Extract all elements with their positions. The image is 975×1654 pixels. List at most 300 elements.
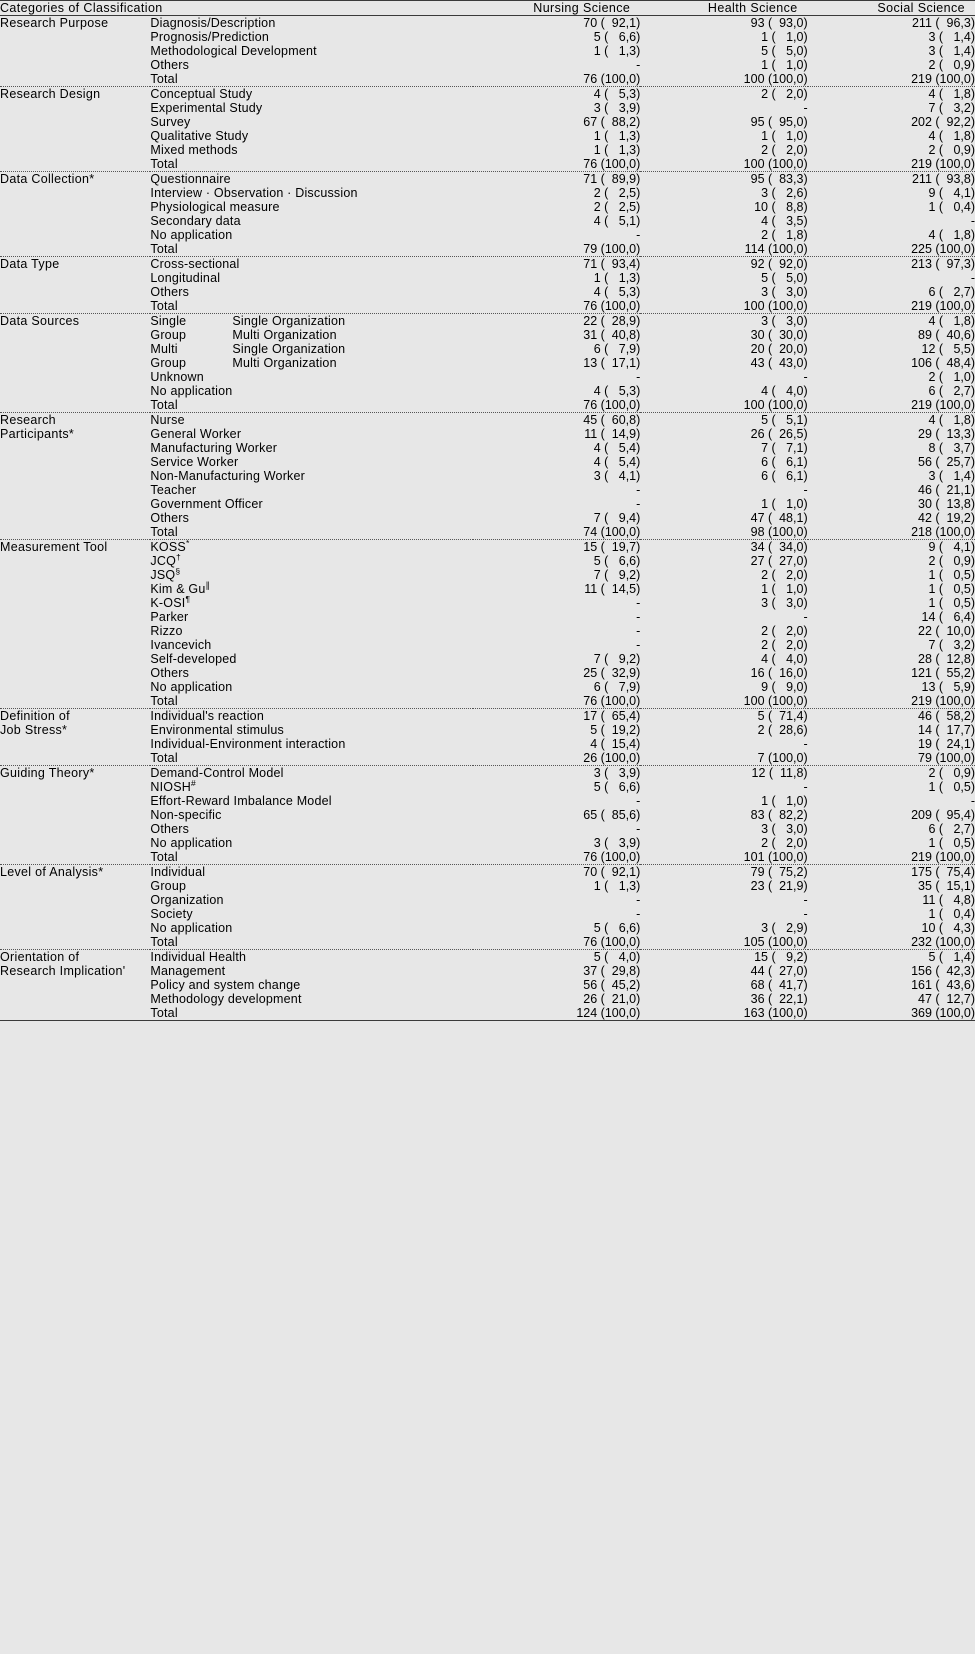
row-value-health: 47 ( 48,1) — [750, 511, 808, 525]
row-label: Total — [150, 72, 178, 86]
row-value-nursing: 3 ( 3,9) — [593, 836, 641, 850]
row-label: Ivancevich — [150, 638, 212, 652]
table-row — [0, 328, 975, 342]
table-row — [0, 87, 975, 102]
row-value-social: 211 ( 93,8) — [808, 172, 975, 187]
row-label: Others — [150, 58, 190, 72]
row-value-nursing: 1 ( 1,3) — [593, 143, 641, 157]
row-category: Participants* — [0, 427, 75, 441]
row-value-health: 2 ( 2,0) — [640, 87, 807, 102]
row-label: No application — [150, 836, 233, 850]
row-value-health: 3 ( 3,0) — [761, 596, 808, 610]
row-value-nursing: 7 ( 9,2) — [593, 652, 641, 666]
row-value-social: 156 ( 42,3) — [911, 964, 975, 978]
row-value-nursing: - — [636, 228, 641, 242]
row-value-health: 79 ( 75,2) — [640, 865, 807, 880]
row-value-social: 9 ( 4,1) — [808, 540, 975, 555]
row-value-health: 2 ( 2,0) — [761, 638, 808, 652]
row-label: Experimental Study — [150, 101, 263, 115]
row-value-nursing: 5 ( 6,6) — [593, 554, 641, 568]
row-label: JCQ† — [150, 551, 181, 568]
table-row — [0, 299, 975, 314]
row-value-social: 14 ( 17,7) — [918, 723, 975, 737]
row-category — [0, 44, 150, 58]
row-value-health: 2 ( 1,8) — [761, 228, 808, 242]
row-value-health: 16 ( 16,0) — [750, 666, 808, 680]
table-row — [0, 228, 975, 242]
row-label: Diagnosis/Description — [150, 16, 473, 31]
row-category — [0, 58, 150, 72]
row-value-nursing: 5 ( 6,6) — [593, 921, 641, 935]
row-value-health: 2 ( 2,0) — [761, 836, 808, 850]
footnote-marker: ¶ — [185, 593, 191, 604]
row-value-social: 225 (100,0) — [911, 242, 975, 256]
row-value-health: 68 ( 41,7) — [750, 978, 808, 992]
row-value-nursing: 15 ( 19,7) — [473, 540, 640, 555]
row-value-nursing: - — [636, 822, 641, 836]
table-row — [0, 285, 975, 299]
row-category: Data Collection* — [0, 172, 150, 187]
row-value-social: 42 ( 19,2) — [918, 511, 975, 525]
table-row — [0, 751, 975, 766]
row-category — [0, 469, 150, 483]
row-value-health: - — [803, 737, 808, 751]
table-row — [0, 865, 975, 880]
table-row — [0, 907, 975, 921]
row-label: Interview · Observation · Discussion — [150, 186, 358, 200]
row-category: Orientation of — [0, 950, 150, 965]
table-body — [0, 16, 975, 1021]
row-label: Rizzo — [150, 624, 183, 638]
row-category — [0, 200, 150, 214]
table-row — [0, 186, 975, 200]
row-label: Total — [150, 1006, 473, 1021]
row-value-nursing: 4 ( 15,4) — [590, 737, 641, 751]
table-row — [0, 200, 975, 214]
row-category — [0, 582, 150, 596]
row-value-health: 9 ( 9,0) — [761, 680, 808, 694]
row-value-social: 35 ( 15,1) — [918, 879, 975, 893]
row-value-social: 232 (100,0) — [911, 935, 975, 949]
row-value-health: 15 ( 9,2) — [640, 950, 807, 965]
row-value-nursing: 1 ( 1,3) — [593, 129, 641, 143]
row-value-health: - — [803, 610, 808, 624]
row-value-nursing: - — [636, 497, 641, 511]
row-category: Definition of — [0, 709, 150, 724]
row-value-health: - — [803, 893, 808, 907]
row-category — [0, 511, 150, 525]
row-value-social: 211 ( 96,3) — [808, 16, 975, 31]
row-value-social: 1 ( 0,5) — [928, 780, 975, 794]
row-value-nursing: - — [636, 370, 641, 384]
row-value-health: 43 ( 43,0) — [750, 356, 808, 370]
row-value-social: 9 ( 4,1) — [928, 186, 975, 200]
row-value-nursing: 11 ( 14,5) — [584, 582, 641, 596]
row-value-social: 10 ( 4,3) — [921, 921, 975, 935]
row-value-nursing: 11 ( 14,9) — [584, 427, 641, 441]
table-row — [0, 370, 975, 384]
table-row — [0, 540, 975, 555]
row-label: Teacher — [150, 483, 197, 497]
row-value-health: 2 ( 2,0) — [761, 624, 808, 638]
footnote-marker: ∥ — [205, 579, 210, 590]
row-category — [0, 101, 150, 115]
row-label: Mixed methods — [150, 143, 238, 157]
table-row — [0, 214, 975, 228]
row-category — [0, 398, 150, 413]
row-value-health: 100 (100,0) — [743, 157, 808, 171]
table-row — [0, 638, 975, 652]
row-category — [0, 907, 150, 921]
row-value-social: 2 ( 1,0) — [928, 370, 975, 384]
row-value-health: 3 ( 3,0) — [640, 314, 807, 329]
row-value-nursing: 3 ( 3,9) — [473, 766, 640, 781]
row-value-nursing: 76 (100,0) — [583, 850, 641, 864]
row-label: Total — [150, 525, 178, 539]
row-value-health: 34 ( 34,0) — [640, 540, 807, 555]
row-label: Demand-Control Model — [150, 766, 473, 781]
row-value-health: 100 (100,0) — [743, 299, 808, 313]
table-row — [0, 525, 975, 540]
row-value-nursing: 17 ( 65,4) — [473, 709, 640, 724]
header-category: Categories of Classification — [0, 1, 473, 16]
row-value-social: 14 ( 6,4) — [921, 610, 975, 624]
header-col-nursing: Nursing Science — [473, 1, 640, 16]
row-label: K-OSI¶ — [150, 593, 191, 610]
row-value-health: 36 ( 22,1) — [750, 992, 808, 1006]
row-value-nursing: - — [636, 907, 641, 921]
row-category — [0, 596, 150, 610]
row-label: Kim & Gu∥ — [150, 579, 210, 596]
row-value-social: 3 ( 1,4) — [928, 44, 975, 58]
row-value-nursing: 26 ( 21,0) — [583, 992, 641, 1006]
row-label: Total — [150, 850, 178, 864]
table-row — [0, 257, 975, 272]
table-row — [0, 58, 975, 72]
row-value-social: 79 (100,0) — [918, 751, 975, 765]
row-value-social: 12 ( 5,5) — [921, 342, 975, 356]
row-category: Data Type — [0, 257, 150, 272]
row-label: No application — [150, 384, 233, 398]
row-label: Organization — [150, 893, 224, 907]
row-value-social: 1 ( 0,5) — [928, 568, 975, 582]
row-value-social: 219 (100,0) — [911, 398, 975, 412]
row-value-social: 46 ( 21,1) — [918, 483, 975, 497]
table-row — [0, 596, 975, 610]
row-value-social: 5 ( 1,4) — [808, 950, 975, 965]
row-value-nursing: 5 ( 4,0) — [473, 950, 640, 965]
row-value-health: 27 ( 27,0) — [750, 554, 808, 568]
row-label: Group Multi Organization — [150, 356, 337, 370]
row-value-health: 12 ( 11,8) — [640, 766, 807, 781]
row-label: Environmental stimulus — [150, 723, 285, 737]
row-label: Unknown — [150, 370, 204, 384]
row-category — [0, 822, 150, 836]
row-value-health: 30 ( 30,0) — [750, 328, 808, 342]
row-value-social: 3 ( 1,4) — [928, 469, 975, 483]
row-category: Data Sources — [0, 314, 150, 329]
row-label: Individual Health — [150, 950, 473, 965]
row-label: Others — [150, 666, 190, 680]
row-value-nursing: 22 ( 28,9) — [473, 314, 640, 329]
row-category — [0, 129, 150, 143]
row-label: Individual-Environment interaction — [150, 737, 346, 751]
table-row — [0, 30, 975, 44]
table-row — [0, 455, 975, 469]
table-row — [0, 582, 975, 596]
row-value-health: 114 (100,0) — [744, 242, 808, 256]
row-value-health: - — [803, 780, 808, 794]
footnote-marker: * — [185, 537, 190, 548]
row-value-social: 219 (100,0) — [911, 157, 975, 171]
row-value-nursing: - — [636, 483, 641, 497]
row-label: Conceptual Study — [150, 87, 473, 102]
row-value-health: 1 ( 1,0) — [761, 794, 808, 808]
table-row — [0, 794, 975, 808]
row-category — [0, 638, 150, 652]
row-value-health: 4 ( 3,5) — [761, 214, 808, 228]
table-row — [0, 624, 975, 638]
table-row — [0, 808, 975, 822]
table-row — [0, 398, 975, 413]
row-value-health: 26 ( 26,5) — [750, 427, 808, 441]
row-value-social: 6 ( 2,7) — [928, 384, 975, 398]
row-value-health: 6 ( 6,1) — [761, 469, 808, 483]
row-category — [0, 737, 150, 751]
row-value-social: 219 (100,0) — [911, 850, 975, 864]
row-value-social: 219 (100,0) — [911, 72, 975, 86]
row-category — [0, 370, 150, 384]
row-value-social: 2 ( 0,9) — [928, 58, 975, 72]
row-category — [0, 299, 150, 314]
table-row — [0, 737, 975, 751]
row-category — [0, 780, 150, 794]
row-category — [0, 568, 150, 582]
table-row — [0, 342, 975, 356]
row-value-health: 4 ( 4,0) — [761, 652, 808, 666]
row-category — [0, 921, 150, 935]
row-category — [0, 850, 150, 865]
row-value-health: 98 (100,0) — [750, 525, 808, 539]
row-value-social: 47 ( 12,7) — [918, 992, 975, 1006]
row-label: JSQ§ — [150, 565, 181, 582]
row-value-social: 218 (100,0) — [911, 525, 975, 539]
table-row — [0, 610, 975, 624]
row-value-nursing: 5 ( 6,6) — [593, 30, 641, 44]
row-value-health: 10 ( 8,8) — [754, 200, 808, 214]
row-value-health: - — [803, 370, 808, 384]
row-category — [0, 441, 150, 455]
row-value-social: 4 ( 1,8) — [808, 413, 975, 428]
table-row — [0, 143, 975, 157]
row-value-social: 3 ( 1,4) — [928, 30, 975, 44]
row-value-nursing: 4 ( 5,4) — [593, 455, 641, 469]
row-value-nursing: 45 ( 60,8) — [473, 413, 640, 428]
row-label: Service Worker — [150, 455, 239, 469]
row-label: Government Officer — [150, 497, 263, 511]
row-label: Total — [150, 751, 178, 765]
row-label: Others — [150, 285, 190, 299]
row-category — [0, 554, 150, 568]
row-value-health: 163 (100,0) — [640, 1006, 807, 1021]
row-value-nursing: 6 ( 7,9) — [593, 680, 641, 694]
row-value-nursing: 76 (100,0) — [583, 694, 641, 708]
table-row — [0, 666, 975, 680]
row-value-nursing: - — [636, 893, 641, 907]
row-value-health: 100 (100,0) — [743, 72, 808, 86]
row-value-health: 95 ( 83,3) — [640, 172, 807, 187]
row-value-social: 7 ( 3,2) — [928, 101, 975, 115]
row-category: Research — [0, 413, 150, 428]
row-value-nursing: - — [636, 58, 641, 72]
row-category — [0, 497, 150, 511]
row-label: Individual's reaction — [150, 709, 473, 724]
row-value-nursing: 76 (100,0) — [583, 935, 641, 949]
row-value-health: - — [803, 907, 808, 921]
footnote-marker: # — [190, 777, 196, 788]
row-category: Research Implication' — [0, 964, 126, 978]
row-value-health: 2 ( 2,0) — [761, 568, 808, 582]
row-label: Physiological measure — [150, 200, 280, 214]
row-value-nursing: 1 ( 1,3) — [593, 271, 641, 285]
row-label: Total — [150, 299, 178, 313]
row-value-nursing: - — [636, 794, 641, 808]
row-category — [0, 992, 150, 1006]
row-value-health: 20 ( 20,0) — [750, 342, 808, 356]
header-col-social: Social Science — [808, 1, 975, 16]
row-value-health: - — [803, 101, 808, 115]
row-label: Self-developed — [150, 652, 237, 666]
row-category — [0, 228, 150, 242]
row-value-social: 209 ( 95,4) — [911, 808, 975, 822]
row-value-nursing: - — [636, 638, 641, 652]
row-label: Manufacturing Worker — [150, 441, 278, 455]
row-value-social: 161 ( 43,6) — [911, 978, 975, 992]
row-label: Individual — [150, 865, 473, 880]
row-value-nursing: 3 ( 3,9) — [593, 101, 641, 115]
row-category — [0, 271, 150, 285]
table-row — [0, 935, 975, 950]
row-category — [0, 72, 150, 87]
row-value-social: 4 ( 1,8) — [808, 87, 975, 102]
row-value-nursing: 1 ( 1,3) — [593, 44, 641, 58]
table-row — [0, 893, 975, 907]
row-value-nursing: 124 (100,0) — [473, 1006, 640, 1021]
row-value-nursing: 56 ( 45,2) — [583, 978, 641, 992]
row-value-social: - — [970, 271, 975, 285]
row-value-social: 2 ( 0,9) — [928, 143, 975, 157]
row-category — [0, 751, 150, 766]
row-value-health: 100 (100,0) — [743, 398, 808, 412]
row-label: Society — [150, 907, 193, 921]
row-value-social: 2 ( 0,9) — [808, 766, 975, 781]
row-category — [0, 836, 150, 850]
footnote-marker: § — [175, 565, 181, 576]
row-value-nursing: 1 ( 1,3) — [593, 879, 641, 893]
row-value-nursing: 5 ( 19,2) — [590, 723, 641, 737]
row-value-health: 1 ( 1,0) — [761, 30, 808, 44]
row-label: Management — [150, 964, 226, 978]
row-category: Measurement Tool — [0, 540, 150, 555]
row-value-health: 4 ( 4,0) — [761, 384, 808, 398]
row-value-health: 95 ( 95,0) — [750, 115, 808, 129]
table-row — [0, 72, 975, 87]
row-category — [0, 935, 150, 950]
row-value-health: 1 ( 1,0) — [761, 129, 808, 143]
table-row — [0, 652, 975, 666]
table-row — [0, 271, 975, 285]
row-value-nursing: - — [636, 624, 641, 638]
row-category — [0, 384, 150, 398]
row-value-social: 30 ( 13,8) — [918, 497, 975, 511]
table-row — [0, 44, 975, 58]
row-value-health: 105 (100,0) — [743, 935, 808, 949]
table-row — [0, 483, 975, 497]
table-row — [0, 242, 975, 257]
row-value-health: 2 ( 28,6) — [757, 723, 808, 737]
row-value-nursing: 65 ( 85,6) — [583, 808, 641, 822]
row-label: Questionnaire — [150, 172, 473, 187]
row-label: Nurse — [150, 413, 473, 428]
row-value-nursing: 26 (100,0) — [583, 751, 641, 765]
row-value-health: 5 ( 5,0) — [761, 44, 808, 58]
row-value-nursing: 71 ( 93,4) — [473, 257, 640, 272]
row-category — [0, 356, 150, 370]
table-row — [0, 384, 975, 398]
row-value-health: 7 ( 7,1) — [761, 441, 808, 455]
row-value-social: 175 ( 75,4) — [808, 865, 975, 880]
row-category: Level of Analysis* — [0, 865, 150, 880]
row-label: Policy and system change — [150, 978, 301, 992]
row-label: No application — [150, 228, 233, 242]
row-value-health: 1 ( 1,0) — [761, 497, 808, 511]
row-value-health: 92 ( 92,0) — [640, 257, 807, 272]
row-value-social: 4 ( 1,8) — [928, 228, 975, 242]
row-category — [0, 242, 150, 257]
row-value-social: 13 ( 5,9) — [921, 680, 975, 694]
row-label: Total — [150, 157, 178, 171]
table-row — [0, 497, 975, 511]
table-row — [0, 850, 975, 865]
row-label: Total — [150, 242, 178, 256]
row-value-nursing: 79 (100,0) — [583, 242, 641, 256]
row-category — [0, 1006, 150, 1021]
row-label: Multi Single Organization — [150, 342, 346, 356]
table-row — [0, 723, 975, 737]
table-row — [0, 129, 975, 143]
row-label: Single Single Organization — [150, 314, 473, 329]
table-row — [0, 469, 975, 483]
row-value-social: 213 ( 97,3) — [808, 257, 975, 272]
row-value-health: 3 ( 2,9) — [761, 921, 808, 935]
table-row — [0, 978, 975, 992]
row-value-health: 5 ( 71,4) — [640, 709, 807, 724]
row-value-health: 83 ( 82,2) — [750, 808, 808, 822]
row-value-social: 6 ( 2,7) — [928, 285, 975, 299]
row-label: Prognosis/Prediction — [150, 30, 270, 44]
row-value-nursing: 6 ( 7,9) — [593, 342, 641, 356]
row-label: Effort-Reward Imbalance Model — [150, 794, 332, 808]
row-value-health: 3 ( 2,6) — [761, 186, 808, 200]
header-row — [0, 1, 975, 16]
row-value-health: 5 ( 5,1) — [640, 413, 807, 428]
row-category — [0, 666, 150, 680]
row-value-social: 22 ( 10,0) — [918, 624, 975, 638]
row-value-nursing: 4 ( 5,3) — [473, 87, 640, 102]
row-value-social: 11 ( 4,8) — [922, 893, 975, 907]
row-label: Longitudinal — [150, 271, 221, 285]
row-value-social: 219 (100,0) — [911, 299, 975, 313]
